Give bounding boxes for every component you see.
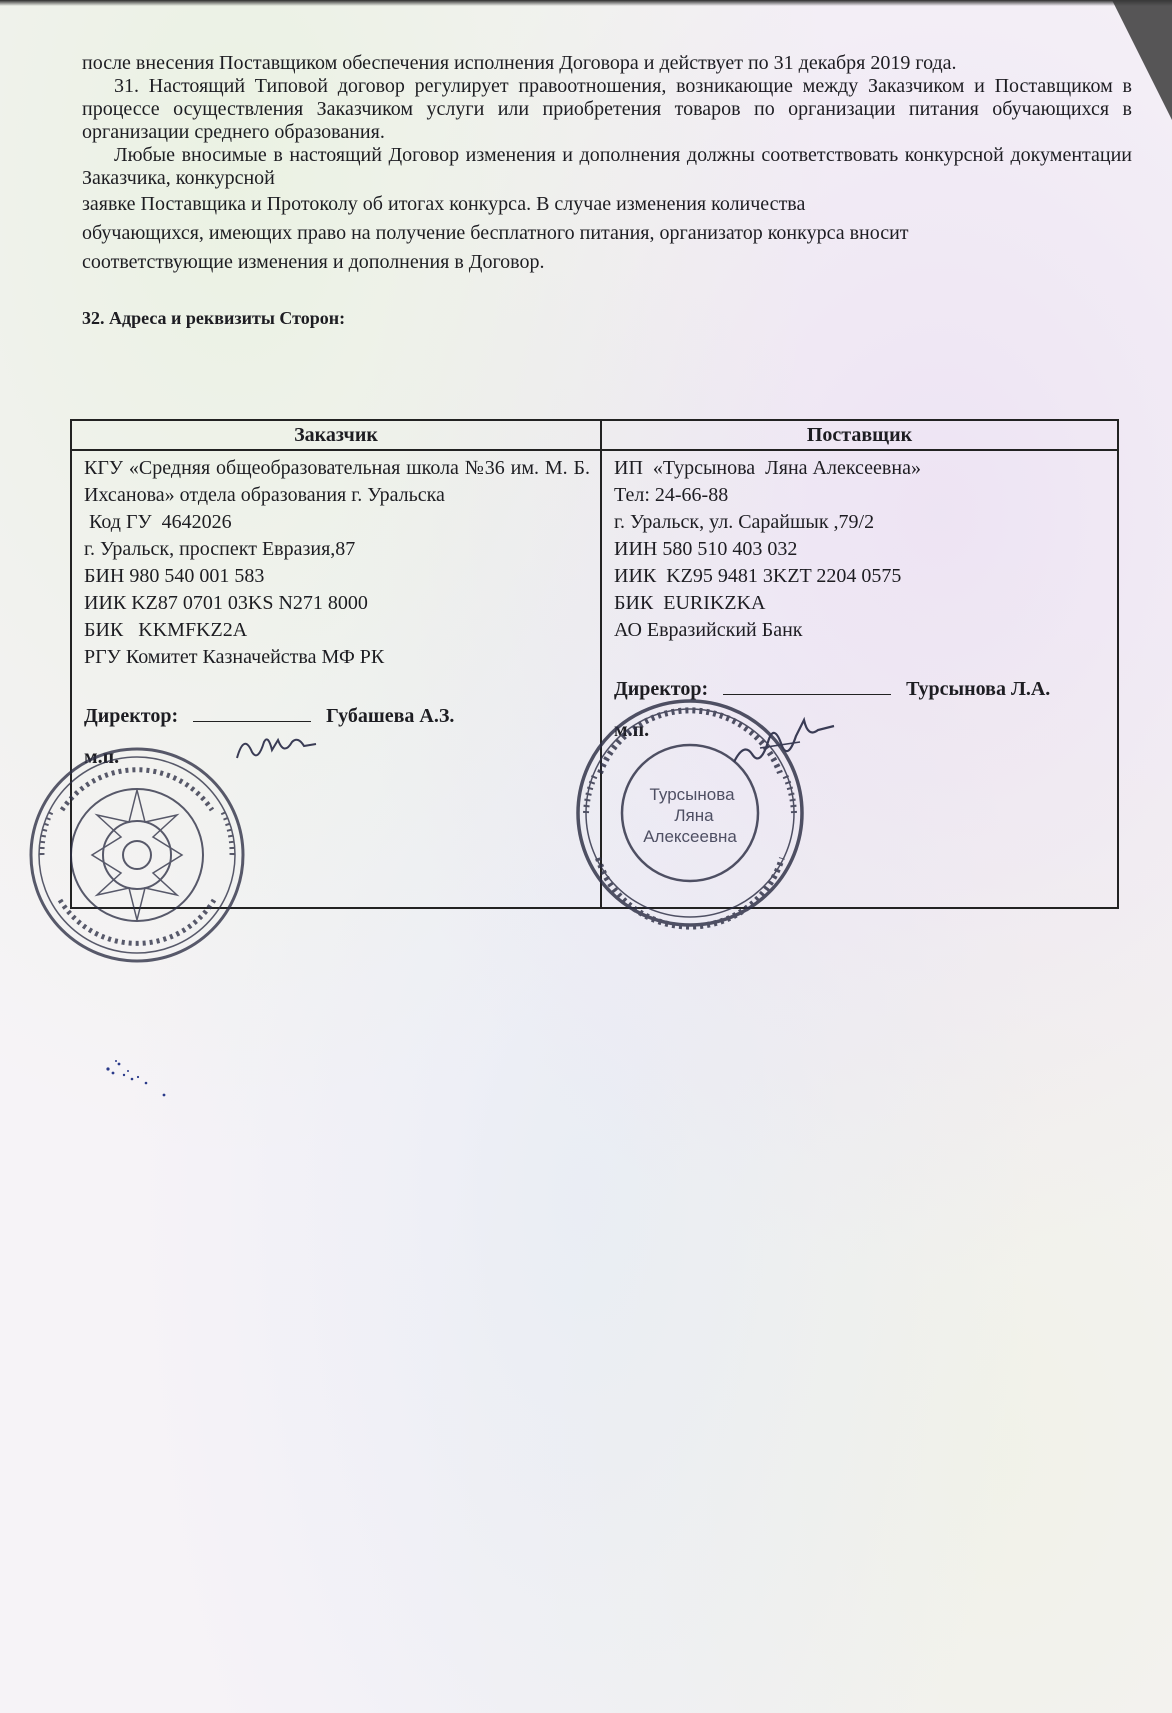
customer-signature-row xyxy=(84,701,590,730)
supplier-detail: ИИК KZ95 9481 3KZT 2204 0575 xyxy=(614,565,902,587)
supplier-seal-label: м.п. xyxy=(614,719,650,741)
stray-pen-marks xyxy=(102,1055,182,1100)
stamp-text-line: Турсынова xyxy=(649,785,735,804)
customer-signature-name: Губашева А.З. xyxy=(326,705,455,727)
customer-name: КГУ «Средняя общеобразовательная школа №36 им. М. Б. Ихсанова» отдела образования г. Уральска xyxy=(84,457,590,506)
supplier-signature-name: Турсынова Л.А. xyxy=(906,678,1051,700)
stamp-text-line: Алексеевна xyxy=(643,827,737,846)
document-body xyxy=(82,52,1132,330)
paragraph-continuation: после внесения Поставщиком обеспечения исполнения Договора и действует по 31 декабря 2019 года. xyxy=(82,52,957,74)
supplier-detail: БИК EURIKZKA xyxy=(614,592,766,614)
supplier-header: Поставщик xyxy=(601,420,1118,450)
customer-detail: Код ГУ 4642026 xyxy=(84,511,232,533)
paragraph-changes-continued xyxy=(82,190,1132,277)
customer-seal-stamp xyxy=(22,740,252,970)
customer-detail: ИИК KZ87 0701 03KS N271 8000 xyxy=(84,592,368,614)
customer-signature-label: Директор: xyxy=(84,705,179,727)
customer-detail: РГУ Комитет Казначейства МФ РК xyxy=(84,646,385,668)
table-header-row xyxy=(71,420,1118,450)
customer-detail: БИК KKMFKZ2A xyxy=(84,619,248,641)
customer-signature-scribble xyxy=(232,728,322,768)
paragraph-line: обучающихся, имеющих право на получение бесплатного питания, организатор конкурса вносит xyxy=(82,222,909,244)
paragraph-31: 31. Настоящий Типовой договор регулирует правоотношения, возникающие между Заказчиком и Поставщиком в процессе осуществления Заказчиком услуги или приобретения товаров по организации питания обучающихся в организации среднего образования. xyxy=(82,75,1132,143)
supplier-detail: г. Уральск, ул. Сарайшык ,79/2 xyxy=(614,511,875,533)
customer-detail: г. Уральск, проспект Евразия,87 xyxy=(84,538,356,560)
customer-header: Заказчик xyxy=(71,420,601,450)
section-title: 32. Адреса и реквизиты Сторон: xyxy=(82,308,346,328)
customer-seal-label: м.п. xyxy=(84,746,120,768)
supplier-detail: Тел: 24-66-88 xyxy=(614,484,729,506)
customer-detail: БИН 980 540 001 583 xyxy=(84,565,265,587)
stamp-text-line: Ляна xyxy=(674,806,714,825)
customer-signature-line xyxy=(193,701,311,722)
scan-top-edge xyxy=(0,0,1172,6)
supplier-name: ИП «Турсынова Ляна Алексеевна» xyxy=(614,457,921,479)
paragraph-line: соответствующие изменения и дополнения в Договор. xyxy=(82,251,545,273)
supplier-signature-line xyxy=(723,674,891,695)
paragraph-changes: Любые вносимые в настоящий Договор изменения и дополнения должны соответствовать конкурсной документации Заказчика, конкурсной xyxy=(82,144,1132,189)
supplier-signature-scribble xyxy=(730,712,840,772)
supplier-detail: АО Евразийский Банк xyxy=(614,619,803,641)
paragraph-line: заявке Поставщика и Протоколу об итогах конкурса. В случае изменения количества xyxy=(82,193,806,215)
supplier-detail: ИИН 580 510 403 032 xyxy=(614,538,798,560)
supplier-signature-label: Директор: xyxy=(614,678,709,700)
